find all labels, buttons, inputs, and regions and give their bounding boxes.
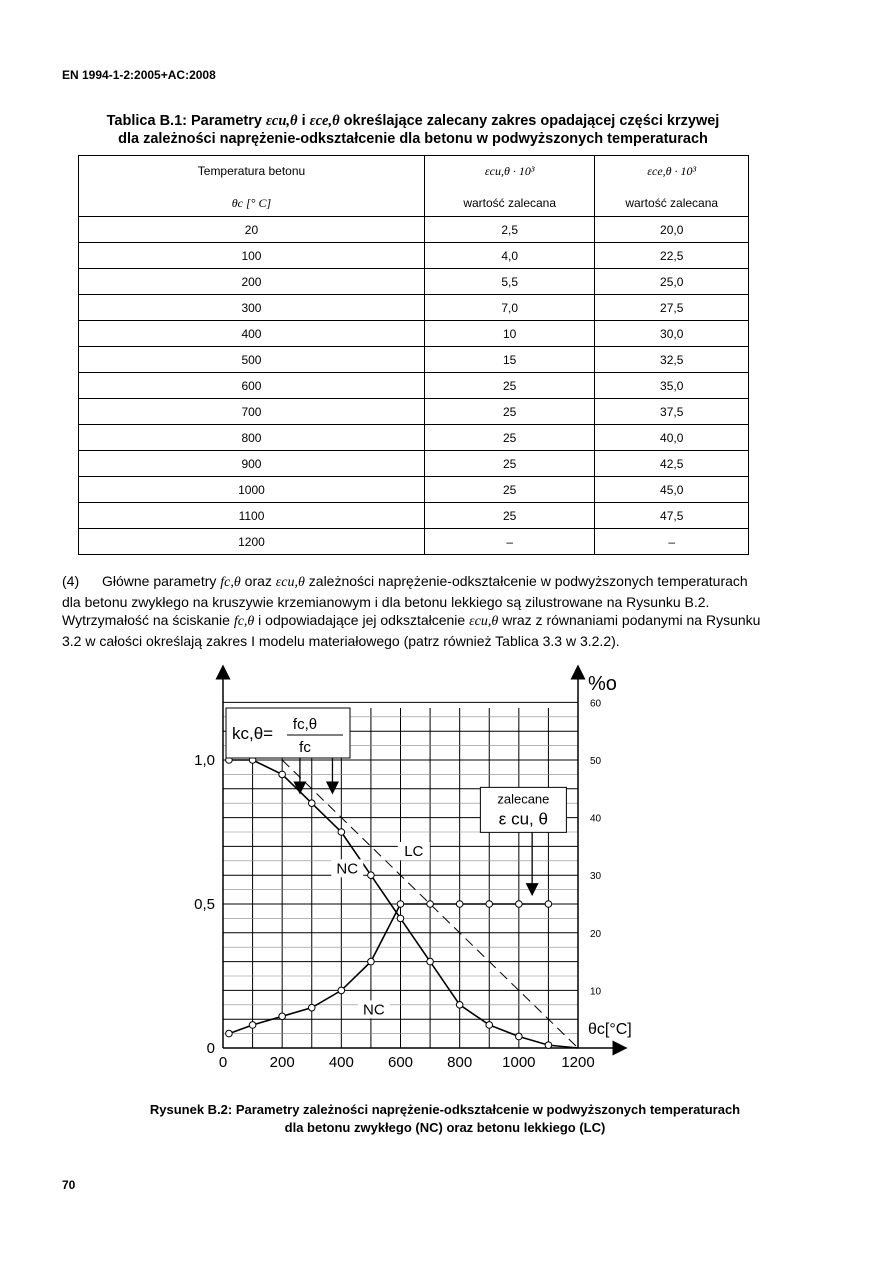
table-row [79,425,749,451]
data-point [308,800,315,807]
table-cell: 7,0 [424,295,594,321]
curve-label: NC [336,860,359,878]
curve-label: NC [363,1001,385,1019]
table-cell: 1200 [79,529,425,555]
table-caption [78,112,748,148]
x-tick-label: 1000 [502,1054,536,1071]
table-cell: 47,5 [595,503,749,529]
table-cell: 20 [79,217,425,243]
data-point [338,987,345,994]
paragraph-number: (4) [62,573,80,589]
table-cell: 42,5 [595,451,749,477]
data-point [427,901,434,908]
table-row [79,451,749,477]
table-cell: 100 [79,243,425,269]
table-row [79,373,749,399]
table-cell: – [424,529,594,555]
table-cell: 40,0 [595,425,749,451]
right-axis-unit: %o [588,673,617,695]
table-row [79,529,749,555]
figure-caption [60,1101,830,1137]
y-right-tick-label: 60 [590,698,602,710]
data-point [338,829,345,836]
table-row [79,269,749,295]
table-cell: 1000 [79,477,425,503]
table-cell: 10 [424,321,594,347]
col-header-eps-cu: εcu,θ · 10³ wartość zalecana [424,156,594,217]
table-cell: 1100 [79,503,425,529]
paragraph-4: (4) Główne parametry fc,θ oraz εcu,θ zależności naprężenie-odkształcenie w podwyższonych temperaturach dla betonu zwykłego na kruszywie krzemianowym i dla betonu lekkiego są zilustrowane na Rysunku B.2. Wytrzymałość na ściskanie fc,θ i odpowiadające jej odkształcenie εcu,θ wraz z równaniami podanymi na Rysunku 3.2 w całości określają zakres I modelu materiałowego (patrz również Tablica 3.3 w 3.2.2). [62,573,761,649]
data-point [516,901,523,908]
data-point [368,958,375,965]
caption-text: Tablica B.1: Parametry [106,113,266,129]
data-point [397,915,404,922]
table-row [79,347,749,373]
data-point [545,1042,552,1049]
table-cell: 25 [424,425,594,451]
recommended-label: zalecane [497,791,550,807]
table-cell: – [595,529,749,555]
table-cell: 27,5 [595,295,749,321]
table-row [79,321,749,347]
y-left-tick-label: 0,5 [194,896,215,913]
table-cell: 20,0 [595,217,749,243]
y-right-tick-label: 50 [590,756,602,767]
x-tick-label: 200 [269,1054,295,1071]
data-point [279,1013,286,1020]
x-tick-label: 1200 [561,1054,595,1071]
data-point [368,872,375,879]
table-cell: 25 [424,399,594,425]
table-cell: 800 [79,425,425,451]
y-right-tick-label: 30 [590,871,602,883]
data-point [308,1004,315,1011]
x-tick-label: 600 [387,1054,414,1071]
curve-label: LC [404,843,424,861]
figure-caption-line2: dla betonu zwykłego (NC) oraz betonu lekkiego (LC) [284,1120,606,1135]
table-row [79,217,749,243]
col-header-temperature: Temperatura betonu θc [° C] [79,156,425,217]
table-row [79,503,749,529]
table-cell: 45,0 [595,477,749,503]
data-point [456,901,463,908]
data-point [427,958,434,965]
formula-denominator: fc [299,739,311,756]
table-cell: 25 [424,503,594,529]
table-cell: 400 [79,321,425,347]
recommended-symbol: ε cu, θ [498,809,548,829]
formula-numerator: fc,θ [292,716,318,733]
data-point [279,771,286,778]
table-row [79,295,749,321]
data-point [545,901,552,908]
data-point [397,901,404,908]
page-number: 70 [62,1178,76,1192]
table-cell: 2,5 [424,217,594,243]
caption-text: określające zalecany zakres opadającej części krzywej [339,113,720,129]
col-header-eps-ce: εce,θ · 10³ wartość zalecana [595,156,749,217]
table-cell: 25 [424,451,594,477]
table-cell: 700 [79,399,425,425]
y-right-tick-label: 10 [590,986,602,998]
table-cell: 25,0 [595,269,749,295]
table-cell: 32,5 [595,347,749,373]
table-row [79,477,749,503]
table-cell: 900 [79,451,425,477]
y-left-tick-label: 1,0 [194,752,215,769]
table-cell: 22,5 [595,243,749,269]
figure-b2-chart [180,660,650,1080]
document-header: EN 1994-1-2:2005+AC:2008 [62,68,216,82]
data-point [486,1022,493,1029]
table-cell: 4,0 [424,243,594,269]
table-cell: 200 [79,269,425,295]
y-right-tick-label: 20 [590,928,602,940]
table-cell: 300 [79,295,425,321]
formula-lhs: kc,θ= [232,724,274,743]
table-row [79,399,749,425]
data-point [226,1030,233,1037]
table-cell: 600 [79,373,425,399]
table-cell: 25 [424,373,594,399]
table-row [79,243,749,269]
table-cell: 30,0 [595,321,749,347]
data-point [516,1033,523,1040]
symbol-eps-ce: εce,θ [309,113,340,129]
y-left-tick-label: 0 [206,1040,215,1057]
x-tick-label: 400 [328,1054,354,1071]
table-cell: 500 [79,347,425,373]
table-cell: 35,0 [595,373,749,399]
x-axis-label: θc[°C] [588,1021,632,1038]
data-point [456,1002,463,1009]
data-point [486,901,493,908]
table-cell: 15 [424,347,594,373]
table-cell: 5,5 [424,269,594,295]
y-right-tick-label: 40 [590,813,602,825]
table-cell: 37,5 [595,399,749,425]
caption-text: i [297,113,310,129]
data-point [249,1022,256,1029]
parameter-table [78,155,749,555]
x-tick-label: 800 [447,1054,473,1071]
table-cell: 25 [424,477,594,503]
figure-caption-line1: Rysunek B.2: Parametry zależności naprężenie-odkształcenie w podwyższonych temperaturach [149,1102,741,1117]
caption-text-line2: dla zależności naprężenie-odkształcenie dla betonu w podwyższonych temperaturach [118,131,708,147]
x-tick-label: 0 [218,1054,228,1071]
symbol-eps-cu: εcu,θ [265,113,298,129]
